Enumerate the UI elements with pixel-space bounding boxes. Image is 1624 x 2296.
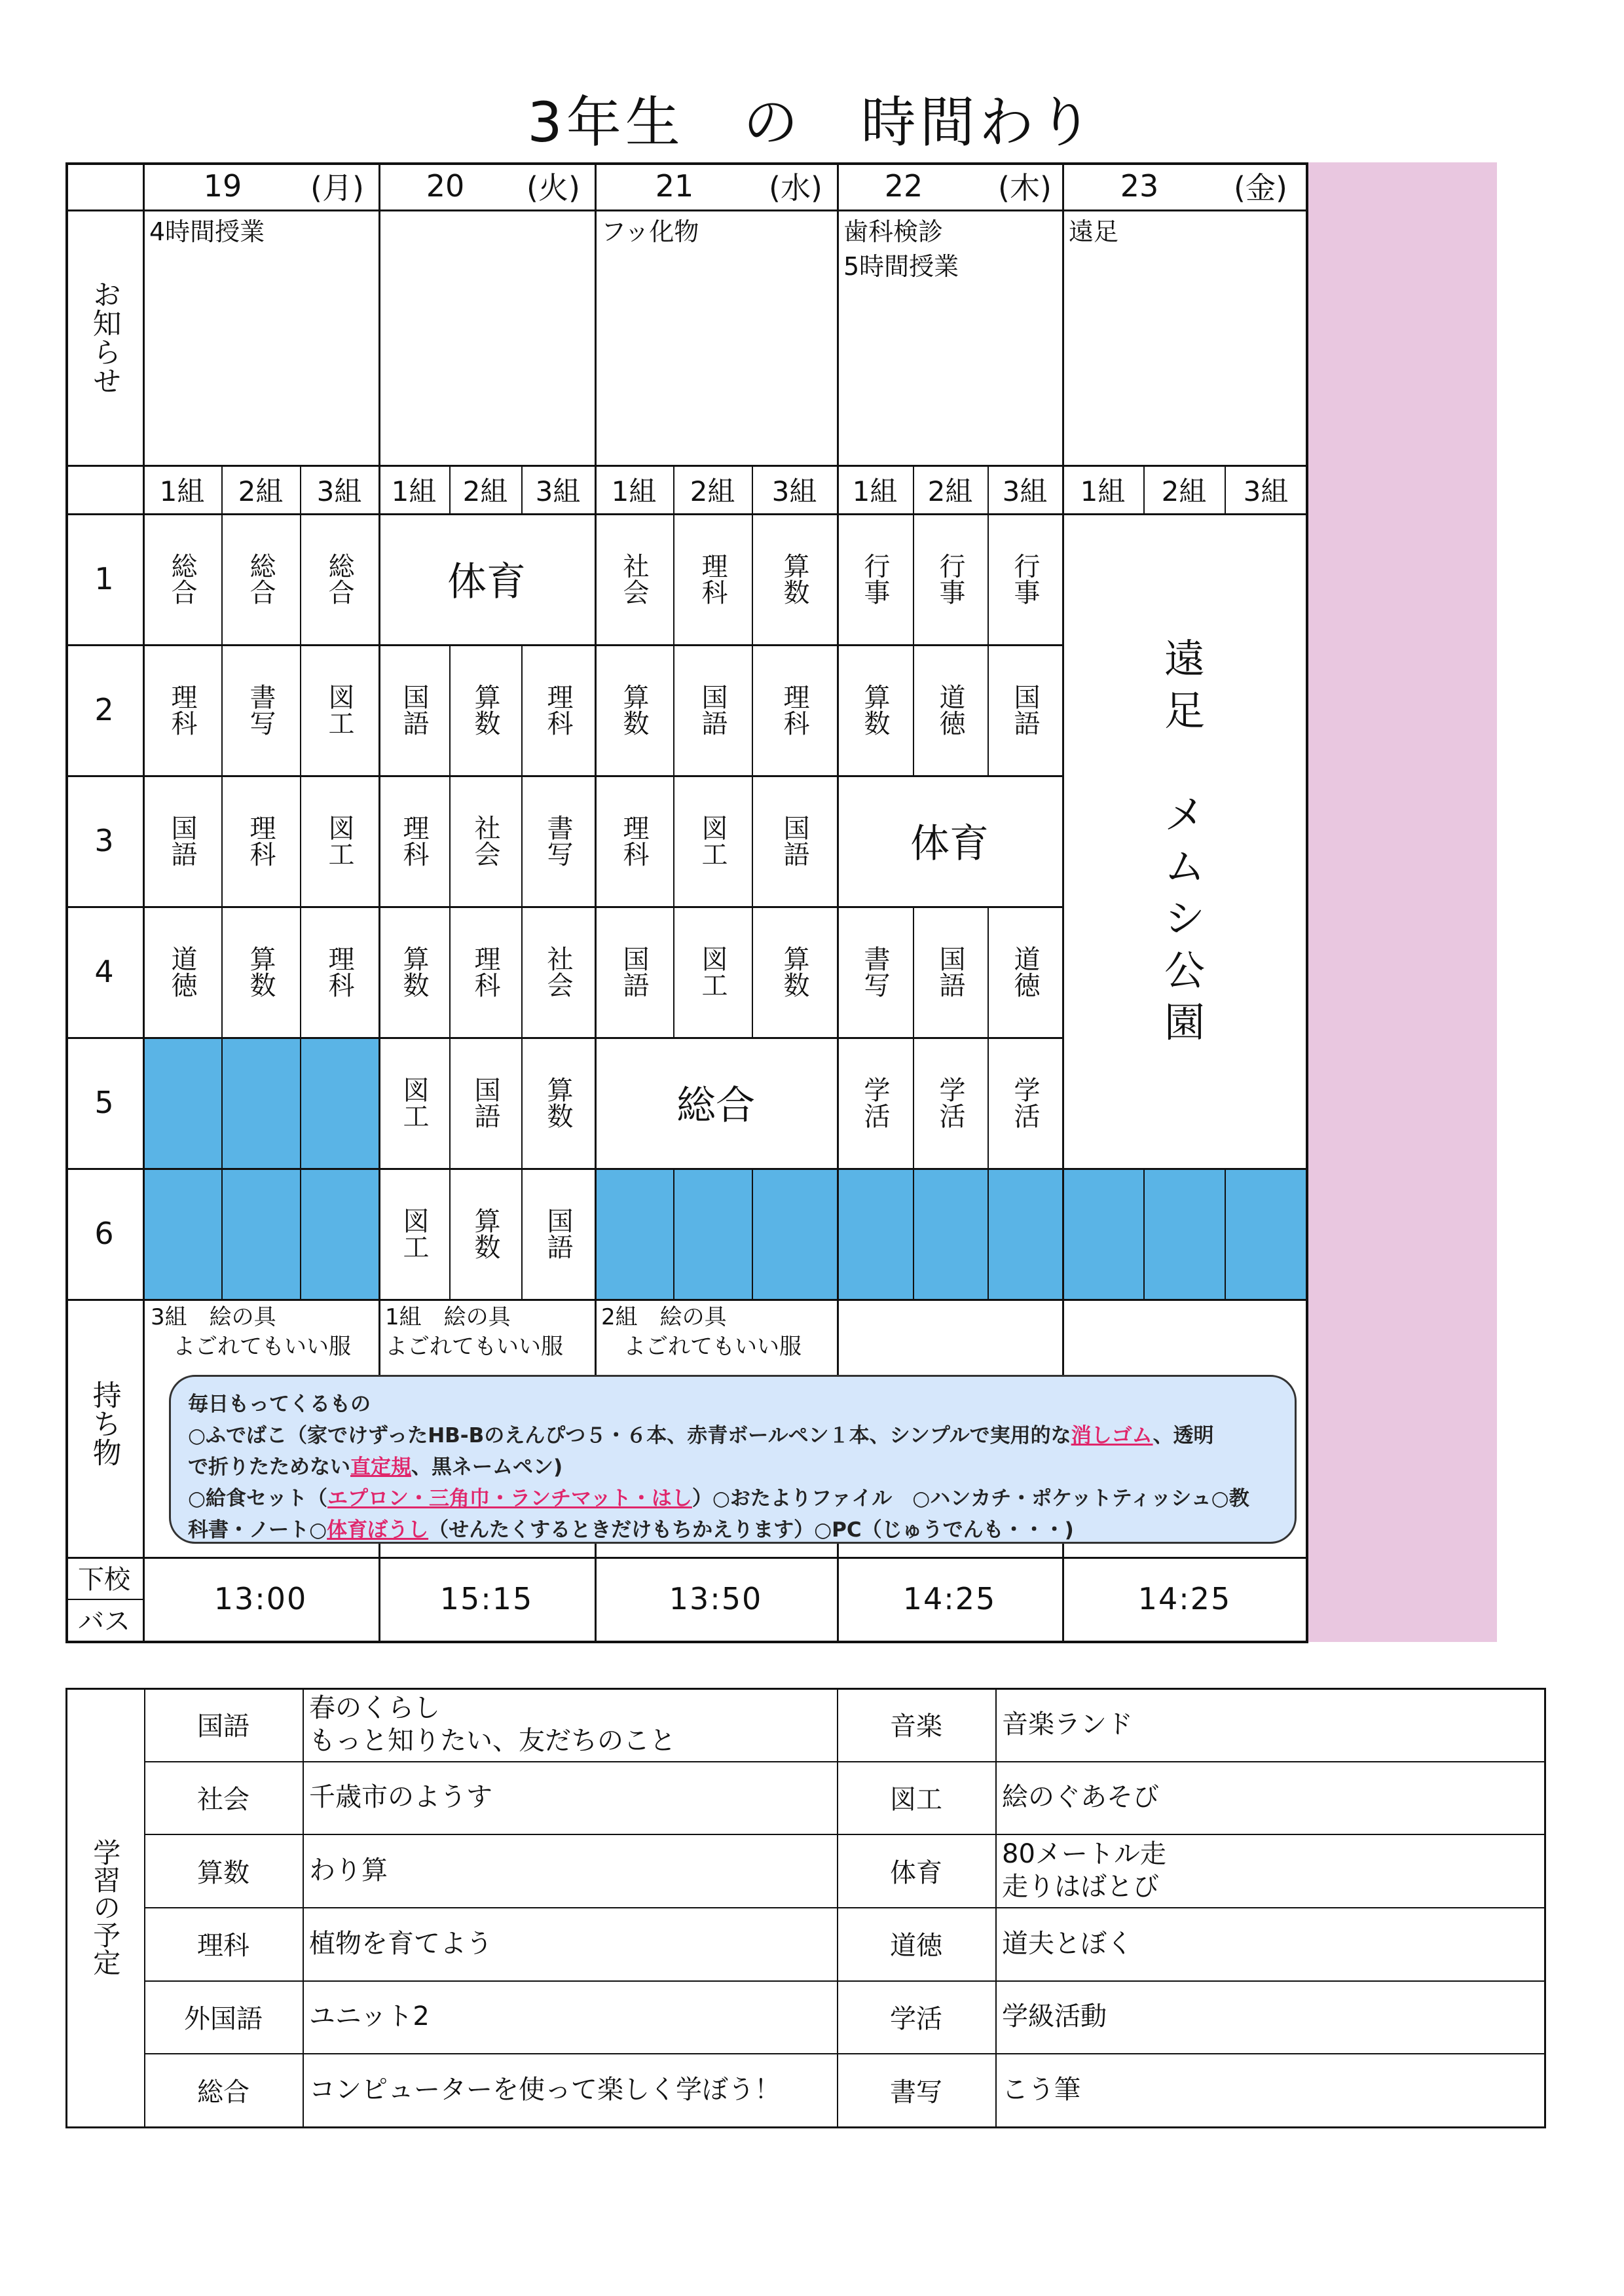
daily-items-box	[169, 1375, 1297, 1544]
subject-cell: 図工	[697, 945, 728, 998]
plan-content: ユニット2	[309, 2001, 430, 2032]
plan-content: 学級活動	[1002, 2001, 1107, 2032]
bus-label-2: バス	[78, 1606, 130, 1637]
fri-event-char: ム	[1164, 843, 1205, 890]
subject-cell: 理科	[543, 683, 573, 736]
period-number: 6	[94, 1216, 114, 1251]
class-header: 1組	[159, 475, 205, 507]
fri-event-char: 遠	[1164, 634, 1205, 683]
sidebar-pink-column	[1307, 162, 1497, 1642]
subject-cell: 総合	[324, 553, 354, 605]
wed-p5-merged: 総合	[676, 1083, 755, 1129]
subject-cell: 算数	[543, 1076, 573, 1129]
row-divider	[65, 210, 1307, 211]
subject-cell: 算数	[470, 683, 500, 736]
notice-wed: フッ化物	[601, 217, 699, 246]
subject-cell: 図工	[399, 1207, 429, 1260]
subject-cell: 道徳	[167, 945, 197, 998]
tue-p1-merged: 体育	[447, 559, 526, 605]
subject-cell: 学活	[935, 1076, 965, 1129]
daily-line-4-text: 科書・ノート○	[188, 1518, 327, 1542]
daily-line-1-text: ○ふでばこ（家でけずったHB-Bのえんぴつ５・６本、赤青ボールペン１本、シンプルで実用的な	[188, 1424, 1071, 1448]
subject-cell: 国語	[399, 683, 429, 736]
class-header: 2組	[238, 475, 284, 507]
daily-line-3-tail: ）○おたよりファイル ○ハンカチ・ポケットティッシュ○教	[692, 1487, 1249, 1511]
subject-cell: 理科	[167, 683, 197, 736]
subject-cell: 算数	[779, 945, 809, 998]
period-number: 4	[94, 954, 114, 989]
subject-cell: 国語	[167, 814, 197, 867]
row-divider	[65, 1299, 1307, 1301]
plan-content: コンピューターを使って楽しく学ぼう！	[309, 2075, 781, 2105]
bus-time-thu: 14:25	[902, 1581, 997, 1616]
subject-cell: 図工	[324, 814, 354, 867]
subject-cell: 国語	[1010, 683, 1040, 736]
plan-label	[65, 1689, 144, 2125]
period-number: 1	[94, 561, 114, 596]
class-header: 2組	[462, 475, 508, 507]
daily-line-2	[188, 1451, 1278, 1483]
plan-frame-right	[1544, 1688, 1546, 2128]
plan-subject: 道徳	[890, 1931, 942, 1961]
subject-cell: 学活	[1010, 1076, 1040, 1129]
subject-cell: 理科	[470, 945, 500, 998]
daily-line-4-tail: （せんたくするときだけもちかえります）○PC（じゅうでんも・・・)	[428, 1518, 1074, 1542]
plan-subject: 理科	[197, 1931, 249, 1961]
subject-cell: 国語	[935, 945, 965, 998]
class-column-divider	[1225, 1168, 1226, 1299]
subject-cell: 国語	[697, 683, 728, 736]
plan-content: 音楽ランド	[1002, 1709, 1133, 1740]
fri-event-char: 公	[1164, 946, 1205, 994]
day-header-date: 20	[426, 168, 465, 204]
notices-label-text: お知らせ	[87, 280, 121, 395]
plan-subject: 外国語	[184, 2003, 263, 2034]
subject-cell: 社会	[619, 553, 649, 605]
subject-cell: 道徳	[1010, 945, 1040, 998]
subject-cell: 図工	[324, 683, 354, 736]
daily-line-1-highlight: 消しゴム	[1071, 1424, 1153, 1448]
plan-content: こう筆	[1002, 2075, 1080, 2105]
fri-event-char: 園	[1164, 998, 1205, 1047]
plan-content: 絵のぐあそび	[1002, 1782, 1159, 1813]
plan-subject: 体育	[890, 1857, 942, 1888]
subject-cell: 行事	[935, 553, 965, 605]
plan-content: 春のくらし もっと知りたい、友だちのこと	[309, 1692, 676, 1756]
class-header: 1組	[852, 475, 898, 507]
bus-label-1: 下校	[78, 1564, 130, 1595]
row-divider	[595, 1168, 837, 1170]
bring-mon: 3組 絵の具 よごれてもいい服	[151, 1304, 351, 1360]
subject-cell: 算数	[779, 553, 809, 605]
daily-line-4	[188, 1514, 1278, 1546]
subject-cell: 算数	[246, 945, 276, 998]
day-header-weekday: (火)	[526, 170, 580, 206]
day-header-date: 23	[1120, 168, 1159, 204]
subject-cell: 国語	[543, 1207, 573, 1260]
class-column-divider	[752, 1168, 753, 1299]
subject-cell: 書写	[246, 683, 276, 736]
bus-time-mon: 13:00	[213, 1581, 308, 1616]
bus-time-tue: 15:15	[439, 1581, 534, 1616]
class-header: 1組	[391, 475, 437, 507]
subject-cell: 国語	[779, 814, 809, 867]
fri-event-char	[1178, 737, 1191, 788]
day-header-date: 19	[203, 168, 242, 204]
bring-label-text: 持ち物	[87, 1380, 121, 1467]
day-header-weekday: (木)	[998, 170, 1052, 206]
plan-content: わり算	[309, 1855, 388, 1886]
notice-thu: 歯科検診 5時間授業	[843, 217, 959, 282]
day-header-weekday: (月)	[310, 170, 364, 206]
plan-subject: 音楽	[890, 1711, 942, 1742]
bus-time-wed: 13:50	[669, 1581, 763, 1616]
class-header: 3組	[535, 475, 581, 507]
plan-content: 80メートル走 走りはばとび	[1002, 1839, 1166, 1903]
fri-event-label	[1062, 513, 1307, 1168]
subject-cell: 書写	[543, 814, 573, 867]
bus-time-fri: 14:25	[1137, 1581, 1232, 1616]
empty-period-wed-fri-6	[595, 1168, 1307, 1299]
subject-cell: 行事	[1010, 553, 1040, 605]
row-divider	[837, 1168, 1062, 1170]
daily-line-3-highlight: エプロン・三角巾・ランチマット・はし	[327, 1487, 692, 1511]
subject-cell: 理科	[246, 814, 276, 867]
page-title: 3年生 の 時間わり	[527, 90, 1097, 155]
notice-fri: 遠足	[1069, 217, 1119, 246]
subject-cell: 国語	[619, 945, 649, 998]
period-number: 2	[94, 692, 114, 727]
class-column-divider	[673, 1168, 674, 1299]
subject-cell: 総合	[167, 553, 197, 605]
subject-cell: 総合	[246, 553, 276, 605]
daily-line-1	[188, 1420, 1278, 1451]
day-header-date: 21	[655, 168, 694, 204]
class-header: 2組	[1161, 475, 1207, 507]
plan-content: 千歳市のようす	[309, 1782, 492, 1813]
class-column-divider	[1143, 1168, 1145, 1299]
subject-cell: 学活	[860, 1076, 890, 1129]
row-divider	[143, 1037, 378, 1039]
daily-line-1-tail: 、透明	[1153, 1424, 1214, 1448]
subject-cell: 理科	[619, 814, 649, 867]
subject-cell: 社会	[470, 814, 500, 867]
row-divider	[1062, 1168, 1307, 1170]
class-header: 3組	[1002, 475, 1048, 507]
fri-event-char: 足	[1164, 686, 1205, 735]
class-header: 2組	[690, 475, 735, 507]
daily-line-3	[188, 1483, 1278, 1514]
day-header-weekday: (水)	[769, 170, 822, 206]
plan-frame-bottom	[65, 2126, 1544, 2128]
class-header: 3組	[316, 475, 362, 507]
plan-subject: 国語	[197, 1711, 249, 1742]
daily-line-4-highlight: 体育ぼうし	[327, 1518, 429, 1542]
plan-content: 植物を育てよう	[309, 1928, 492, 1959]
empty-period-mon-5	[143, 1037, 378, 1168]
subject-cell: 算数	[619, 683, 649, 736]
plan-subject: 学活	[890, 2003, 942, 2034]
subject-cell: 行事	[860, 553, 890, 605]
thu-p3-merged: 体育	[910, 821, 989, 867]
notice-mon: 4時間授業	[149, 217, 265, 246]
fri-event-char: シ	[1164, 894, 1205, 943]
subject-cell: 理科	[697, 553, 728, 605]
subject-cell: 図工	[399, 1076, 429, 1129]
empty-period-mon-6	[143, 1168, 378, 1299]
daily-line-2-tail: 、黒ネームペン)	[411, 1455, 563, 1480]
plan-subject: 書写	[890, 2077, 942, 2107]
frame-bottom	[65, 1641, 1307, 1643]
class-header: 2組	[927, 475, 973, 507]
class-header: 3組	[771, 475, 817, 507]
plan-subject: 算数	[197, 1857, 249, 1888]
period-number: 3	[94, 823, 114, 858]
bring-tue: 1組 絵の具 よごれてもいい服	[385, 1304, 563, 1360]
class-header: 1組	[1080, 475, 1126, 507]
plan-label-text: 学習の予定	[89, 1838, 122, 1976]
bring-label	[65, 1299, 143, 1548]
notices-label	[65, 210, 143, 465]
plan-subject: 総合	[197, 2077, 249, 2107]
plan-subject: 図工	[890, 1784, 942, 1815]
subject-cell: 書写	[860, 945, 890, 998]
period-number: 5	[94, 1085, 114, 1120]
bring-wed: 2組 絵の具 よごれてもいい服	[601, 1304, 802, 1360]
day-header-date: 22	[884, 168, 923, 204]
plan-subject: 社会	[197, 1784, 249, 1815]
subject-cell: 理科	[779, 683, 809, 736]
subject-cell: 社会	[543, 945, 573, 998]
subject-cell: 算数	[470, 1207, 500, 1260]
daily-line-2-text: で折りたためない	[188, 1455, 350, 1480]
daily-heading: 毎日もってくるもの	[188, 1393, 371, 1416]
daily-line-3-text: ○給食セット（	[188, 1487, 328, 1511]
daily-line-2-highlight: 直定規	[350, 1455, 411, 1480]
subject-cell: 国語	[470, 1076, 500, 1129]
row-divider	[143, 1168, 378, 1170]
class-header: 1組	[611, 475, 657, 507]
day-header-weekday: (金)	[1234, 170, 1287, 206]
subject-cell: 算数	[399, 945, 429, 998]
subject-cell: 道徳	[935, 683, 965, 736]
class-header: 3組	[1243, 475, 1289, 507]
subject-cell: 算数	[860, 683, 890, 736]
plan-content: 道夫とぼく	[1002, 1928, 1133, 1959]
subject-cell: 図工	[697, 814, 728, 867]
subject-cell: 理科	[324, 945, 354, 998]
subject-cell: 理科	[399, 814, 429, 867]
fri-event-char: メ	[1164, 790, 1205, 839]
